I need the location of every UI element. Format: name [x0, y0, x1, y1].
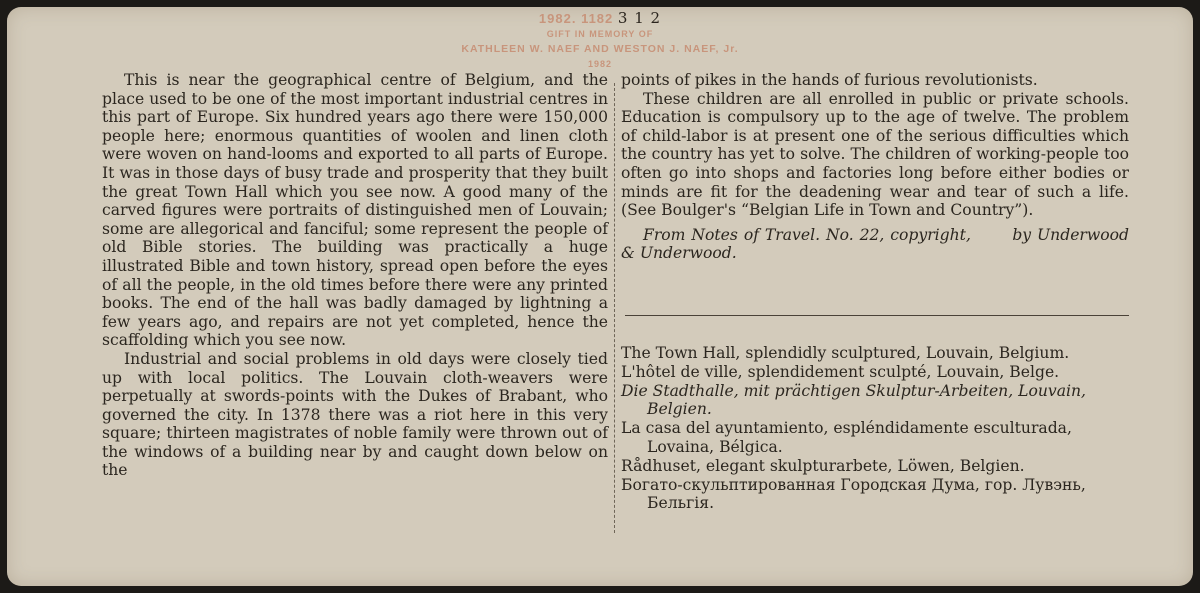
caption-spanish: La casa del ayuntamiento, espléndidamente esculturada, Lovaina, Bélgica.	[621, 419, 1072, 456]
caption-swedish: Rådhuset, elegant skulpturarbete, Löwen, Belgien.	[621, 456, 1025, 475]
horizontal-rule	[625, 315, 1129, 316]
paragraph: These children are all enrolled in public or private schools. Education is compulsory up to the age of twelve. The problem of child-labor is at present one of the serious difficulties which the country has yet to solve. The children of working-people too often go into shops and factories long before either bodies or minds are fit for the deadening wear and tear of such a life. (See Boulger's “Belgian Life in Town and Country”).	[621, 89, 1129, 220]
paragraph: points of pikes in the hands of furious revolutionists.	[621, 71, 1038, 89]
stereograph-card-back	[7, 7, 1193, 586]
column-divider	[614, 83, 616, 533]
catalog-number: 3 1 2	[617, 9, 662, 27]
gift-line: GIFT IN MEMORY OF	[546, 29, 654, 39]
paragraph: This is near the geographical centre of Belgium, and the place used to be one of the most important industrial centres in this part of Europe. Six hundred years ago there were 150,000 people here; enormous quantities of woolen and linen cloth were woven on hand-looms and exported to all parts of Europe. It was in those days of busy trade and prosperity that they built the great Town Hall which you see now. A good many of the carved figures were portraits of distinguished men of Louvain; some are allegorical and fanciful; some represent the people of old Bible stories. The building was practically a huge illustrated Bible and town history, spread open before the eyes of all the people, in the old times before there were any printed books. The end of the hall was badly damaged by lightning a few years ago, and repairs are not yet completed, hence the scaffolding which you see now.	[102, 71, 608, 350]
caption-list	[621, 344, 1133, 513]
donor-line: KATHLEEN W. NAEF AND WESTON J. NAEF, Jr.	[461, 43, 739, 55]
caption-english: The Town Hall, splendidly sculptured, Louvain, Belgium.	[621, 344, 1070, 362]
accession-number: 1982. 1182	[538, 11, 614, 26]
left-text-column	[102, 71, 608, 480]
caption-french: L'hôtel de ville, splendidement sculpté, Louvain, Belge.	[621, 362, 1060, 381]
paragraph: Industrial and social problems in old days were closely tied up with local politics. The Louvain cloth-weavers were perpetually at swords-points with the Dukes of Brabant, who governed the city. In 1378 there was a riot here in this very square; thirteen magistrates of noble family were thrown out of the windows of a building near by and caught down below on the	[102, 349, 608, 480]
caption-russian: Богато-скульптированная Городская Дума, гор. Лувэнь, Бельгія.	[621, 475, 1086, 513]
right-text-column	[621, 71, 1129, 263]
year-line: 1982	[587, 59, 613, 69]
copyright-notice: From Notes of Travel. No. 22, copyright, by Underwood & Underwood.	[621, 225, 1129, 263]
caption-german: Die Stadthalle, mit prächtigen Skulptur-Arbeiten, Louvain, Belgien.	[621, 381, 1087, 419]
accession-stamp	[7, 9, 1193, 27]
